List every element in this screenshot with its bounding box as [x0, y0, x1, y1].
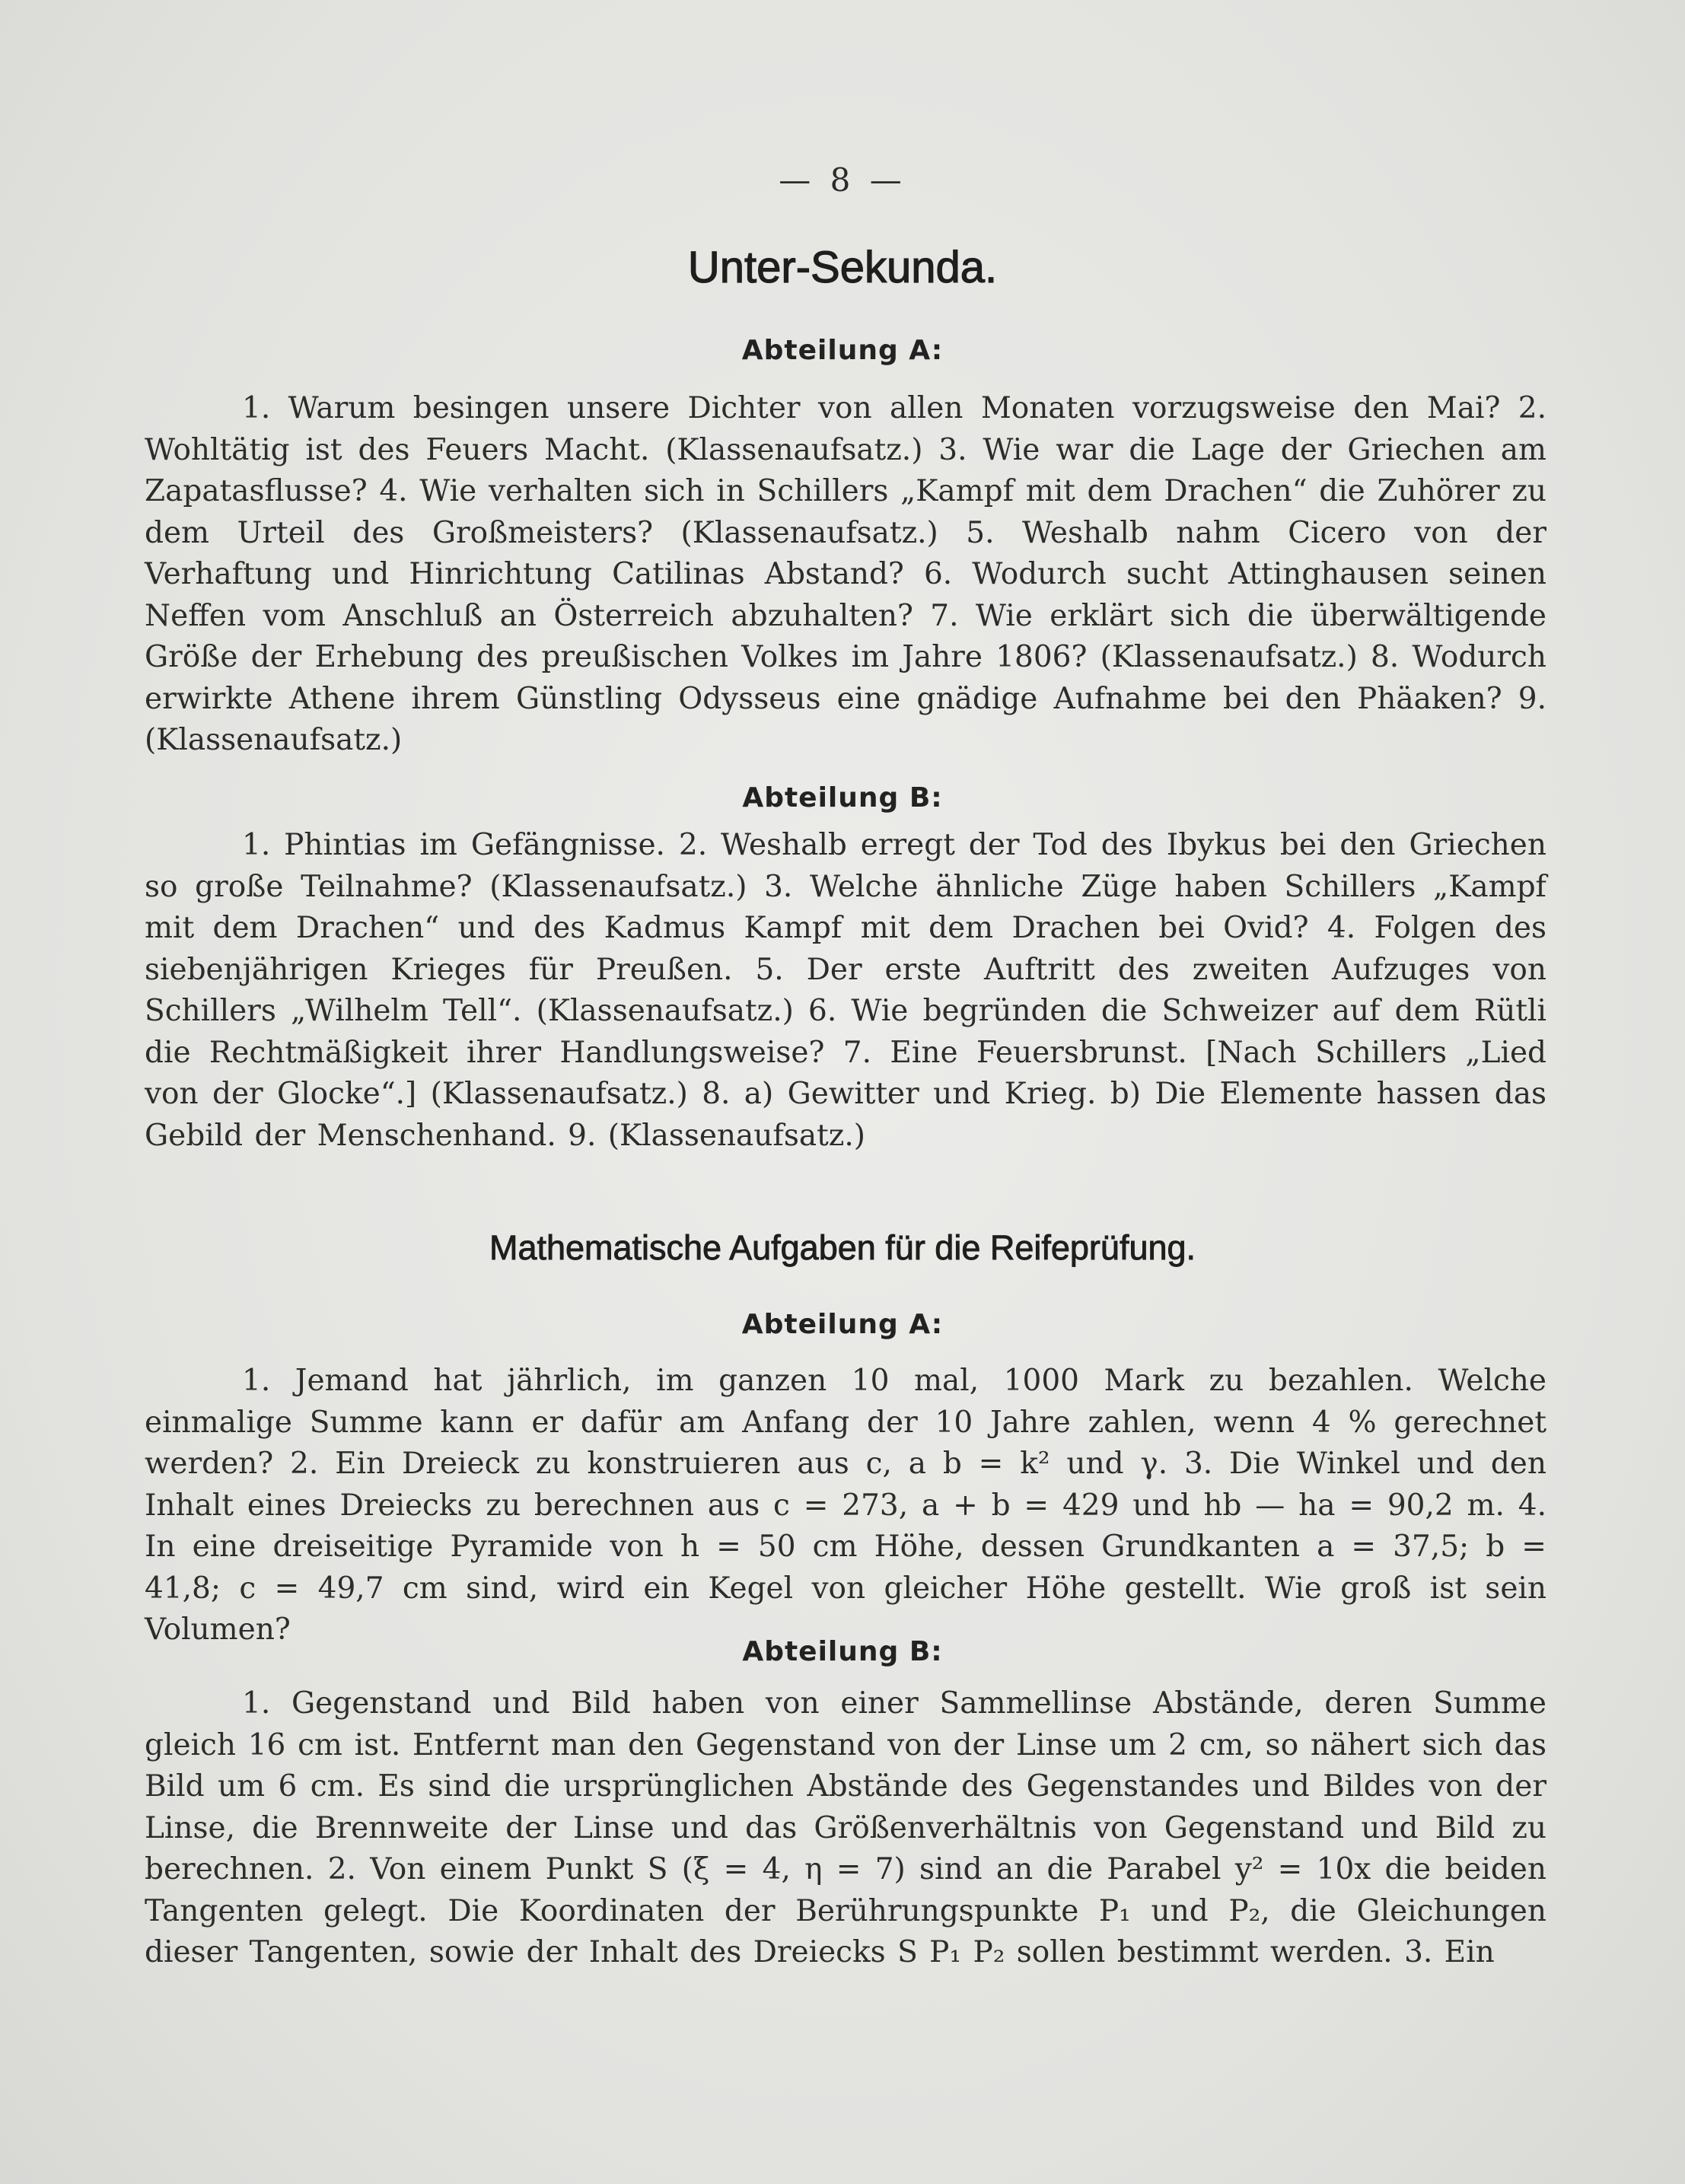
section-title-unter-sekunda: Unter-Sekunda.	[687, 243, 998, 292]
heading-abteilung-b: Abteilung B:	[742, 782, 943, 813]
paragraph-unter-sekunda-a: 1. Warum besingen unsere Dichter von allen Monaten vorzugsweise den Mai? 2. Wohltätig ist des Feuers Macht. (Klassenaufsatz.) 3. Wie war die Lage der Griechen am Zapatasflusse? 4. Wie verhalten sich in Schillers „Kampf mit dem Drachen“ die Zuhörer zu dem Urteil des Großmeisters? (Klassenaufsatz.) 5. Weshalb nahm Cicero von der Verhaftung und Hinrichtung Catilinas Abstand? 6. Wodurch sucht Attinghausen seinen Neffen vom Anschluß an Österreich abzuhalten? 7. Wie erklärt sich die überwältigende Größe der Erhebung des preußischen Volkes im Jahre 1806? (Klassenaufsatz.) 8. Wodurch erwirkte Athene ihrem Günstling Odysseus eine gnädige Aufnahme bei den Phäaken? 9. (Klassenaufsatz.)	[145, 391, 1546, 757]
paragraph-unter-sekunda-b: 1. Phintias im Gefängnisse. 2. Weshalb erregt der Tod des Ibykus bei den Griechen so große Teilnahme? (Klassenaufsatz.) 3. Welche ähnliche Züge haben Schillers „Kampf mit dem Drachen“ und des Kadmus Kampf mit dem Drachen bei Ovid? 4. Folgen des siebenjährigen Krieges für Preußen. 5. Der erste Auftritt des zweiten Aufzuges von Schillers „Wilhelm Tell“. (Klassenaufsatz.) 6. Wie begründen die Schweizer auf dem Rütli die Rechtmäßigkeit ihrer Handlungsweise? 7. Eine Feuersbrunst. [Nach Schillers „Lied von der Glocke“.] (Klassenaufsatz.) 8. a) Gewitter und Krieg. b) Die Elemente hassen das Gebild der Menschenhand. 9. (Klassenaufsatz.)	[145, 828, 1546, 1153]
heading-math-abteilung-b: Abteilung B:	[742, 1636, 943, 1667]
paragraph-math-b: 1. Gegenstand und Bild haben von einer Sammellinse Abstände, deren Summe gleich 16 cm ist. Entfernt man den Gegenstand von der Linse um 2 cm, so nähert sich das Bild um 6 cm. Es sind die ursprünglichen Abstände des Gegenstandes und Bildes von der Linse, die Brennweite der Linse und das Größenverhältnis von Gegenstand und Bild zu berechnen. 2. Von einem Punkt S (ξ = 4, η = 7) sind an die Parabel y² = 10x die beiden Tangenten gelegt. Die Koordinaten der Berührungspunkte P₁ und P₂, die Gleichungen dieser Tangenten, sowie der Inhalt des Dreiecks S P₁ P₂ sollen bestimmt werden. 3. Ein	[145, 1686, 1546, 1969]
paragraph-math-a: 1. Jemand hat jährlich, im ganzen 10 mal, 1000 Mark zu bezahlen. Welche einmalige Summe kann er dafür am Anfang der 10 Jahre zahlen, wenn 4 % gerechnet werden? 2. Ein Dreieck zu konstruieren aus c, a b = k² und γ. 3. Die Winkel und den Inhalt eines Dreiecks zu berechnen aus c = 273, a + b = 429 und hb — ha = 90,2 m. 4. In eine dreiseitige Pyramide von h = 50 cm Höhe, dessen Grundkanten a = 37,5; b = 41,8; c = 49,7 cm sind, wird ein Kegel von gleicher Höhe gestellt. Wie groß ist sein Volumen?	[145, 1364, 1546, 1647]
section-title-mathematische-aufgaben: Mathematische Aufgaben für die Reifeprüfung.	[489, 1228, 1196, 1267]
page-number: — 8 —	[779, 161, 906, 199]
heading-abteilung-a: Abteilung A:	[741, 335, 944, 366]
heading-math-abteilung-a: Abteilung A:	[741, 1309, 944, 1340]
